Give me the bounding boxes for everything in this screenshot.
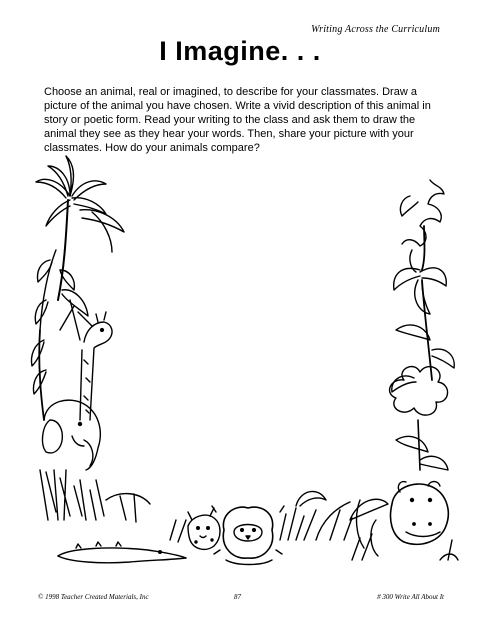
series-title: Writing Across the Curriculum <box>311 24 440 35</box>
palm-fronds-right-icon <box>392 268 454 392</box>
copyright-text: © 1998 Teacher Created Materials, Inc <box>38 593 149 601</box>
book-title: # 300 Write All About It <box>377 593 444 601</box>
crocodile-icon <box>58 542 186 563</box>
elephant-icon <box>43 400 101 470</box>
page-number: 87 <box>234 593 241 601</box>
instructions-paragraph: Choose an animal, real or imagined, to describe for your classmates. Draw a picture of the animal you have chosen. Write a vivid description of this animal in story or poetic form. Read your writing to the class and ask them to draw the animal they see as they hear your words. Then, share your picture with your classmates. How do your animals compare? <box>44 86 431 154</box>
grass-left-icon <box>40 470 150 522</box>
hippo-icon <box>357 482 458 561</box>
leaves-right-bottom-icon <box>350 499 452 560</box>
vine-leaves-left-icon <box>32 250 93 420</box>
palm-tree-left-icon <box>36 156 124 300</box>
tree-right-icon <box>400 180 444 272</box>
page-title: I Imagine. . . <box>159 36 321 66</box>
lion-icon <box>212 506 284 565</box>
leopard-icon <box>188 508 220 549</box>
bush-right-icon <box>390 367 448 470</box>
